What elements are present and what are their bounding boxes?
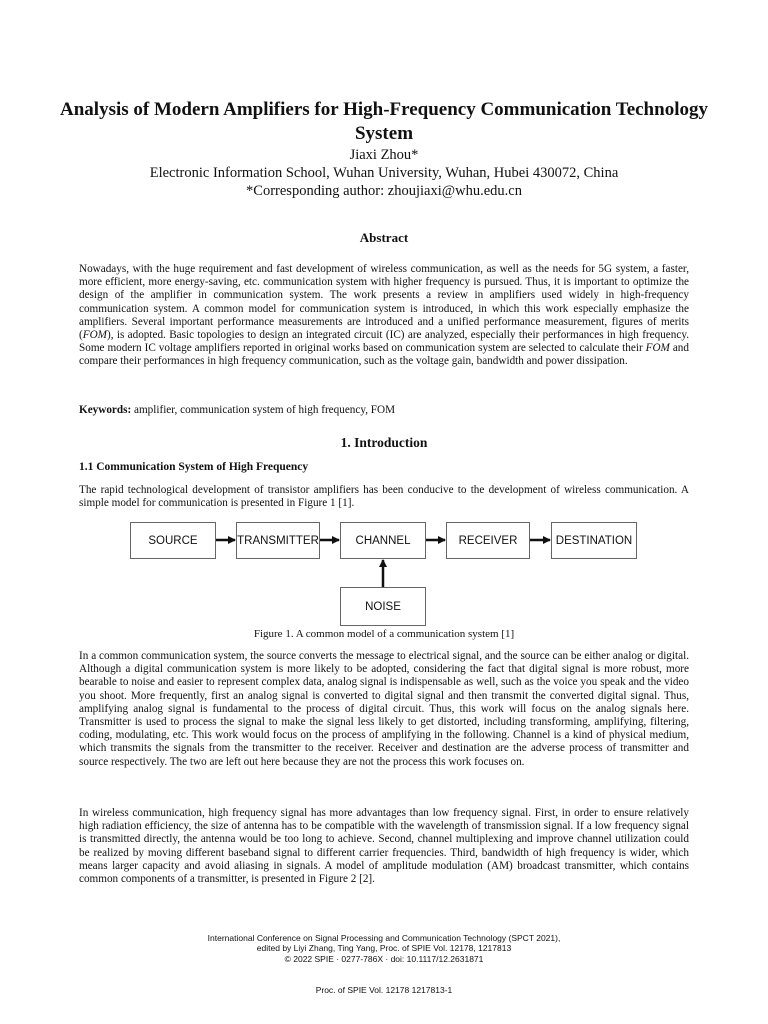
footer-line-1: International Conference on Signal Processing and Communication Technology (SPCT 2021), <box>207 933 561 943</box>
intro-paragraph-3: In wireless communication, high frequency signal has more advantages than low frequency signal. First, in order to ensure relatively high radiation efficiency, the size of antenna has to be compatible with the wavelength of transmission signal. If a low frequency signal is transmitted directly, the antenna would be too long to achieve. Second, channel multiplexing and improve channel utilization could be realized by moving different baseband signal to different carrier frequencies. Third, bandwidth of high frequency is wider, which means larger capacity and avoid aliasing in signals. A model of amplitude modulation (AM) broadcast transmitter, which contains common components of a transmitter, is presented in Figure 2 [2]. <box>79 807 689 886</box>
intro-paragraph-2: In a common communication system, the source converts the message to electrical signal, and the source can be either analog or digital. Although a digital communication system is more likely to be adopted, considering the fact that digital signal is more robust, more bearable to noise and easier to represent complex data, analog signal is indispensable as well, such as the voice you speak and the video you shoot. More frequently, first an analog signal is converted to digital signal and then transmit the converted digital signal. Thus, amplifying analog signal is fundamental to the process of digital circuit. Thus, this work will focus on the analog signals here. Transmitter is used to process the signal to make the signal less likely to get distorted, including transforming, amplifying, filtering, coding, modulating, etc. This work would focus on the process of amplifying in the following. Channel is a kind of physical medium, which transmits the signals from the transmitter to the receiver. Receiver and destination are the adverse process of transmitter and source respectively. The two are left out here because they are not the process this work focuses on. <box>79 650 689 768</box>
figure-box-transmitter: TRANSMITTER <box>236 522 320 559</box>
keywords <box>79 404 689 417</box>
footer-line-2: edited by Liyi Zhang, Ting Yang, Proc. of SPIE Vol. 12178, 1217813 <box>256 943 512 954</box>
keywords-label: Keywords: <box>79 404 132 416</box>
corresponding-author: *Corresponding author: zhoujiaxi@whu.edu.cn <box>246 183 522 199</box>
subsection-heading: 1.1 Communication System of High Frequency <box>79 461 309 473</box>
footer-line-3: © 2022 SPIE · 0277-786X · doi: 10.1117/12.2631871 <box>284 953 484 964</box>
abstract-fom-term-1: FOM <box>82 329 107 342</box>
figure-box-noise: NOISE <box>340 587 426 626</box>
figure-box-destination: DESTINATION <box>551 522 637 559</box>
abstract-heading: Abstract <box>359 230 409 245</box>
figure-box-channel: CHANNEL <box>340 522 426 559</box>
figure-box-source: SOURCE <box>130 522 216 559</box>
conference-footer <box>60 933 708 964</box>
abstract-text-part-3: and compare their performances in high frequency communication, such as the voltage gain, bandwidth and power dissipation. <box>79 342 689 368</box>
abstract-text-part-2: ), is adopted. Basic topologies to design an integrated circuit (IC) are analyzed, especially their performances in high frequency. Some modern IC voltage amplifiers reported in original works based on communication system are selected to calculate their <box>79 329 689 355</box>
author-affiliation: Electronic Information School, Wuhan University, Wuhan, Hubei 430072, China <box>149 165 619 181</box>
paper-title: Analysis of Modern Amplifiers for High-Frequency Communication Technology System <box>60 99 708 144</box>
author-name: Jiaxi Zhou* <box>349 147 419 163</box>
keywords-text: amplifier, communication system of high frequency, FOM <box>131 404 396 416</box>
section-heading-introduction: 1. Introduction <box>340 435 428 450</box>
figure-1-caption: Figure 1. A common model of a communication system [1] <box>253 628 515 640</box>
figure-box-receiver: RECEIVER <box>446 522 530 559</box>
abstract-fom-term-2: FOM <box>645 342 670 355</box>
page-number: Proc. of SPIE Vol. 12178 1217813-1 <box>315 985 453 995</box>
abstract-text <box>79 263 689 369</box>
intro-paragraph-1: The rapid technological development of transistor amplifiers has been conducive to the development of wireless communication. A simple model for communication is presented in Figure 1 [1]. <box>79 484 689 510</box>
abstract-text-part-1: Nowadays, with the huge requirement and fast development of wireless communication, as well as the needs for 5G system, a faster, more efficient, more energy-saving, etc. communication system with higher frequency is pursued. Thus, it is important to optimize the design of the amplifier in communication system. The work presents a review in amplifiers used widely in high-frequency communication system. A common model for communication system is introduced, in which this work especially emphasize the amplifiers. Several important performance measurements are introduced and a unified performance measurement, figures of merits ( <box>79 263 689 342</box>
